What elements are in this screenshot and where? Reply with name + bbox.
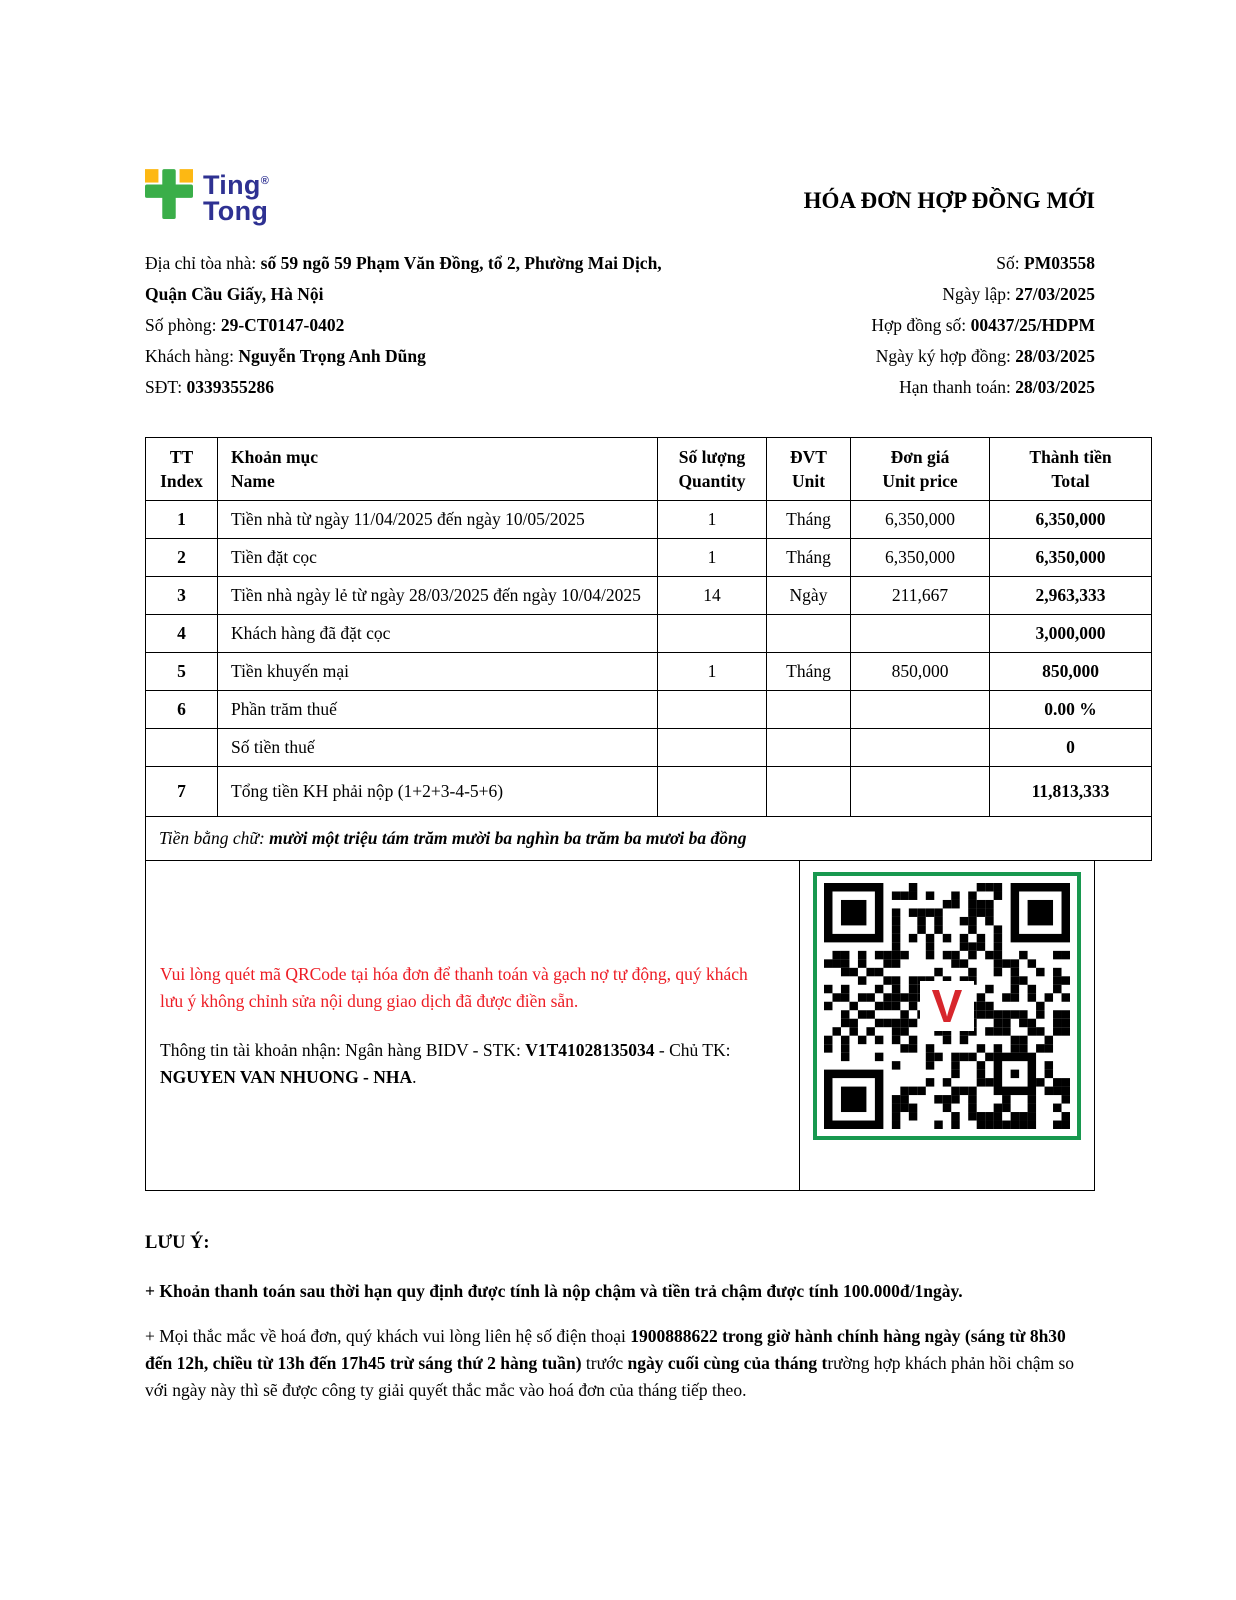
tingtong-logo-icon xyxy=(145,168,193,224)
cell-unit: Tháng xyxy=(767,653,851,691)
table-row xyxy=(146,577,1152,615)
building-address: Địa chỉ tòa nhà: số 59 ngõ 59 Phạm Văn Đồng, tổ 2, Phường Mai Dịch, Quận Cầu Giấy, Hà Nội xyxy=(145,253,662,304)
qr-code xyxy=(813,872,1081,1140)
cell-index: 4 xyxy=(146,615,218,653)
cell-total: 2,963,333 xyxy=(990,577,1152,615)
footer-notes xyxy=(145,1233,1095,1404)
customer-phone: SĐT: 0339355286 xyxy=(145,377,274,397)
cell-total: 850,000 xyxy=(990,653,1152,691)
page-header xyxy=(145,168,1095,224)
cell-unit-price xyxy=(851,691,990,729)
invoice-table xyxy=(145,437,1152,861)
invoice-meta xyxy=(871,248,1095,403)
issue-date: Ngày lập: 27/03/2025 xyxy=(942,284,1095,304)
cell-unit-price: 850,000 xyxy=(851,653,990,691)
customer-info xyxy=(145,248,690,403)
cell-quantity: 14 xyxy=(658,577,767,615)
payment-due-date: Hạn thanh toán: 28/03/2025 xyxy=(899,377,1095,397)
table-row xyxy=(146,501,1152,539)
table-header-row xyxy=(146,438,1152,501)
amount-in-words-label: Tiền bằng chữ: xyxy=(159,828,265,848)
cell-name: Khách hàng đã đặt cọc xyxy=(218,615,658,653)
cell-unit: Ngày xyxy=(767,577,851,615)
table-row xyxy=(146,653,1152,691)
cell-unit-price xyxy=(851,729,990,767)
cell-quantity xyxy=(658,767,767,817)
table-row xyxy=(146,615,1152,653)
cell-index: 1 xyxy=(146,501,218,539)
amount-in-words xyxy=(146,817,1152,861)
cell-quantity: 1 xyxy=(658,501,767,539)
vietqr-logo-icon: V xyxy=(920,981,974,1031)
col-header-unit: ĐVT Unit xyxy=(767,438,851,501)
cell-total: 11,813,333 xyxy=(990,767,1152,817)
cell-unit-price: 6,350,000 xyxy=(851,539,990,577)
cell-unit-price: 6,350,000 xyxy=(851,501,990,539)
cell-unit: Tháng xyxy=(767,501,851,539)
payment-instructions xyxy=(146,861,799,1190)
cell-name: Phần trăm thuế xyxy=(218,691,658,729)
table-row xyxy=(146,691,1152,729)
late-payment-note: + Khoản thanh toán sau thời hạn quy định được tính là nộp chậm và tiền trả chậm được tính 100.000đ/1ngày. xyxy=(145,1281,963,1301)
cell-unit xyxy=(767,615,851,653)
table-row-grand-total xyxy=(146,767,1152,817)
cell-name: Tiền nhà từ ngày 11/04/2025 đến ngày 10/05/2025 xyxy=(218,501,658,539)
col-header-name: Khoản mục Name xyxy=(218,438,658,501)
cell-quantity xyxy=(658,729,767,767)
registered-mark: ® xyxy=(260,175,270,187)
cell-unit: Tháng xyxy=(767,539,851,577)
cell-unit-price: 211,667 xyxy=(851,577,990,615)
col-header-index: TT Index xyxy=(146,438,218,501)
cell-index: 2 xyxy=(146,539,218,577)
cell-unit xyxy=(767,767,851,817)
cell-total: 6,350,000 xyxy=(990,539,1152,577)
cell-quantity: 1 xyxy=(658,539,767,577)
contract-number: Hợp đồng số: 00437/25/HDPM xyxy=(871,315,1095,335)
cell-name: Tiền khuyến mại xyxy=(218,653,658,691)
cell-total: 0.00 % xyxy=(990,691,1152,729)
invoice-page xyxy=(145,168,1112,1404)
table-row xyxy=(146,539,1152,577)
invoice-info xyxy=(145,248,1095,403)
cell-total: 0 xyxy=(990,729,1152,767)
logo-text xyxy=(203,168,269,224)
support-note: + Mọi thắc mắc về hoá đơn, quý khách vui lòng liên hệ số điện thoại 1900888622 trong giờ hành chính hàng ngày (sáng từ 8h30 đến 12h, chiều từ 13h đến 17h45 trừ sáng thứ 2 hàng tuần) trước ngày cuối cùng của tháng trường hợp khách phản hồi chậm so với ngày này thì sẽ được công ty giải quyết thắc mắc vào hoá đơn của tháng tiếp theo. xyxy=(145,1326,1075,1400)
bank-account-info: Thông tin tài khoản nhận: Ngân hàng BIDV - STK: V1T41028135034 - Chủ TK: NGUYEN VAN NHUONG - NHA. xyxy=(160,1039,731,1087)
cell-index: 3 xyxy=(146,577,218,615)
cell-index: 5 xyxy=(146,653,218,691)
tingtong-logo xyxy=(145,168,269,224)
cell-index: 7 xyxy=(146,767,218,817)
room-number: Số phòng: 29-CT0147-0402 xyxy=(145,315,345,335)
cell-quantity xyxy=(658,691,767,729)
cell-unit xyxy=(767,729,851,767)
customer-name: Khách hàng: Nguyễn Trọng Anh Dũng xyxy=(145,346,426,366)
cell-total: 3,000,000 xyxy=(990,615,1152,653)
cell-index: 6 xyxy=(146,691,218,729)
amount-in-words-value: mười một triệu tám trăm mười ba nghìn ba trăm ba mươi ba đồng xyxy=(269,828,747,848)
qr-payment-note: Vui lòng quét mã QRCode tại hóa đơn để thanh toán và gạch nợ tự động, quý khách lưu ý không chỉnh sửa nội dung giao dịch đã được điền sẵn. xyxy=(160,963,748,1011)
cell-quantity xyxy=(658,615,767,653)
payment-section xyxy=(145,861,1095,1191)
col-header-unit-price: Đơn giá Unit price xyxy=(851,438,990,501)
qr-cell xyxy=(799,861,1094,1190)
table-row xyxy=(146,729,1152,767)
cell-unit xyxy=(767,691,851,729)
cell-name: Tiền đặt cọc xyxy=(218,539,658,577)
cell-unit-price xyxy=(851,767,990,817)
cell-name: Số tiền thuế xyxy=(218,729,658,767)
cell-total: 6,350,000 xyxy=(990,501,1152,539)
cell-name: Tổng tiền KH phải nộp (1+2+3-4-5+6) xyxy=(218,767,658,817)
invoice-number: Số: PM03558 xyxy=(996,253,1095,273)
amount-in-words-row xyxy=(146,817,1152,861)
cell-unit-price xyxy=(851,615,990,653)
contract-sign-date: Ngày ký hợp đồng: 28/03/2025 xyxy=(875,346,1095,366)
cell-name: Tiền nhà ngày lẻ từ ngày 28/03/2025 đến ngày 10/04/2025 xyxy=(218,577,658,615)
cell-quantity: 1 xyxy=(658,653,767,691)
logo-line1: Ting xyxy=(203,170,261,200)
document-title: HÓA ĐƠN HỢP ĐỒNG MỚI xyxy=(803,188,1095,213)
col-header-total: Thành tiền Total xyxy=(990,438,1152,501)
logo-line2: Tong xyxy=(203,196,269,226)
cell-index xyxy=(146,729,218,767)
notes-heading: LƯU Ý: xyxy=(145,1233,210,1253)
col-header-quantity: Số lượng Quantity xyxy=(658,438,767,501)
